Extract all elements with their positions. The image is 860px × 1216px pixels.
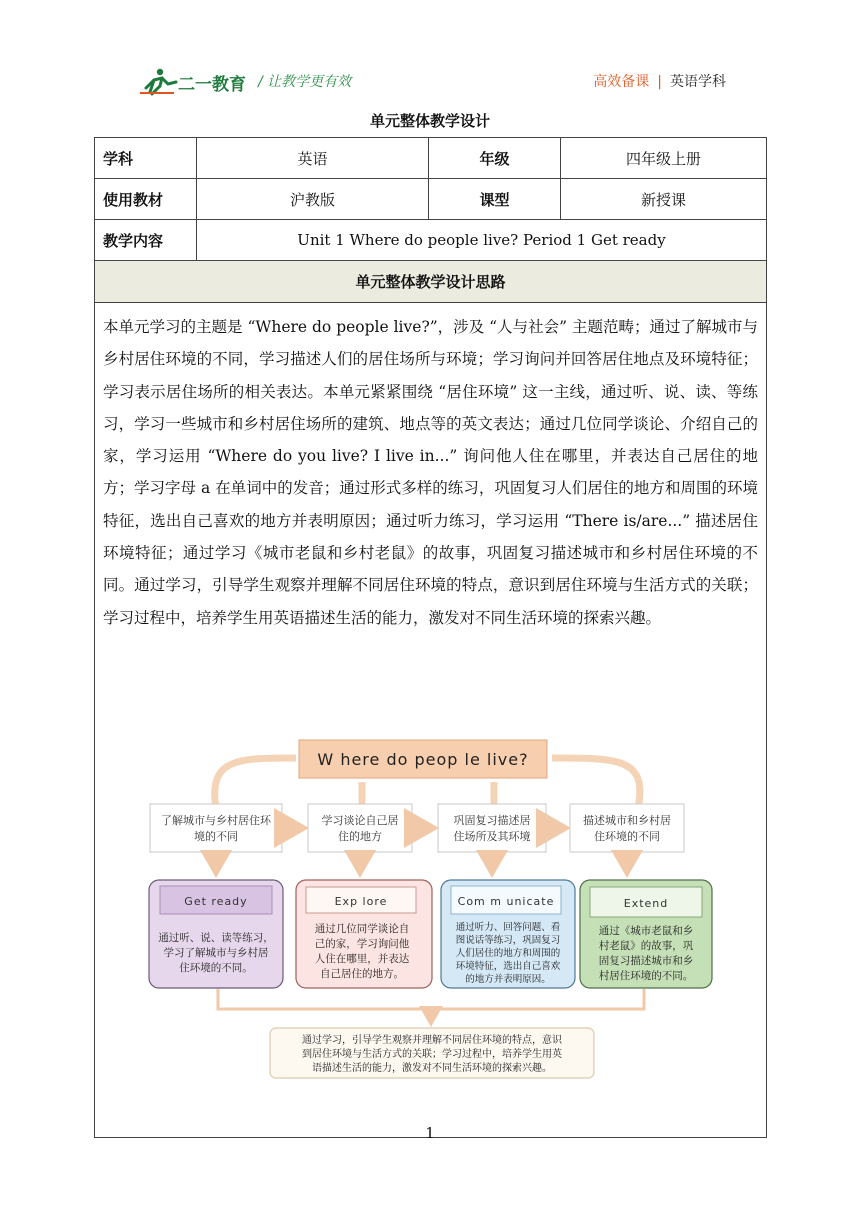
section-heading: 单元整体教学设计思路 <box>95 261 767 303</box>
svg-text:通过学习，引导学生观察并理解不同居住环境的特点，意识: 通过学习，引导学生观察并理解不同居住环境的特点，意识 <box>302 1035 562 1046</box>
textbook-label: 使用教材 <box>95 179 197 220</box>
content-value: Unit 1 Where do people live? Period 1 Get ready <box>197 220 767 261</box>
design-ideas-paragraph: 本单元学习的主题是 “Where do people live?”，涉及 “人与社会” 主题范畴；通过了解城市与乡村居住环境的不同，学习描述人们的居住场所与环境；学习询问并回答居住地点及环境特征；学习表示居住场所的相关表达。本单元紧紧围绕 “居住环境” 这一主线，通过听、说、读、等练习，学习一些城市和乡村居住场所的建筑、地点等的英文表达；通过几位同学谈论、介绍自己的家，学习运用 “Where do you live? I live in...” 询问他人住在哪里，并表达自己居住的地方；学习字母 a 在单词中的发音；通过形式多样的练习，巩固复习人们居住的地方和周围的环境特征，选出自己喜欢的地方并表明原因；通过听力练习，学习运用 “There is/are...” 描述居住环境特征；通过学习《城市老鼠和乡村老鼠》的故事，巩固复习描述城市和乡村居住环境的不同。通过学习，引导学生观察并理解不同居住环境的特点，意识到居住环境与生活方式的关联；学习过程中，培养学生用英语描述生活的能力，激发对不同生活环境的探索兴趣。 <box>103 318 758 627</box>
table-row <box>95 220 767 261</box>
svg-text:住的地方: 住的地方 <box>338 830 382 843</box>
card-extend <box>580 880 712 988</box>
svg-text:Com m unicate: Com m unicate <box>457 895 555 908</box>
svg-text:人们居住的地方和周围的: 人们居住的地方和周围的 <box>455 948 561 959</box>
subject-value: 英语 <box>197 138 429 179</box>
step-box-4 <box>570 804 684 852</box>
svg-text:住场所及其环境: 住场所及其环境 <box>453 830 531 843</box>
grade-label: 年级 <box>429 138 561 179</box>
svg-text:的地方并表明原因。: 的地方并表明原因。 <box>465 974 551 985</box>
step-box-2 <box>308 804 412 852</box>
svg-text:图说话等练习，巩固复习: 图说话等练习，巩固复习 <box>455 935 561 946</box>
page-header <box>0 0 860 110</box>
subject-label: 学科 <box>95 138 197 179</box>
step-box-3 <box>438 804 546 852</box>
table-row <box>95 138 767 179</box>
svg-text:Get ready: Get ready <box>184 895 248 908</box>
table-row <box>95 261 767 303</box>
arrow-curve-right <box>552 758 640 808</box>
svg-text:住环境的不同。: 住环境的不同。 <box>179 962 253 974</box>
textbook-value: 沪教版 <box>197 179 429 220</box>
card-get-ready <box>149 880 283 988</box>
svg-text:通过听力、回答问题、看: 通过听力、回答问题、看 <box>455 922 561 933</box>
brand-separator: | <box>657 74 662 90</box>
svg-text:语描述生活的能力，激发对不同生活环境的探索兴趣。: 语描述生活的能力，激发对不同生活环境的探索兴趣。 <box>312 1063 552 1074</box>
svg-text:学习谈论自己居: 学习谈论自己居 <box>321 814 399 827</box>
svg-text:Extend: Extend <box>623 897 669 910</box>
svg-text:了解城市与乡村居住环: 了解城市与乡村居住环 <box>161 814 271 827</box>
svg-text:村老鼠》的故事，巩: 村老鼠》的故事，巩 <box>598 940 694 952</box>
summary-box <box>270 1028 594 1078</box>
table-row <box>95 179 767 220</box>
arrow-curve-left <box>215 758 296 808</box>
grade-value: 四年级上册 <box>561 138 767 179</box>
center-title: W here do peop le live? <box>317 750 529 769</box>
svg-text:自己居住的地方。: 自己居住的地方。 <box>320 968 404 980</box>
slogan: / 让教学更有效 <box>258 74 352 90</box>
content-label: 教学内容 <box>95 220 197 261</box>
lesson-type-label: 课型 <box>429 179 561 220</box>
unit-flow-diagram <box>148 738 714 1082</box>
svg-text:通过几位同学谈论自: 通过几位同学谈论自 <box>314 923 410 935</box>
summary-connector <box>218 989 644 1009</box>
svg-text:学习了解城市与乡村居: 学习了解城市与乡村居 <box>163 947 269 959</box>
svg-text:村居住环境的不同。: 村居住环境的不同。 <box>598 970 694 982</box>
lesson-type-value: 新授课 <box>561 179 767 220</box>
svg-text:到居住环境与生活方式的关联；学习过程中，培养学生用英: 到居住环境与生活方式的关联；学习过程中，培养学生用英 <box>302 1049 562 1060</box>
brand-right: 英语学科 <box>670 74 726 90</box>
step-box-1 <box>150 804 282 852</box>
svg-text:境的不同: 境的不同 <box>194 830 238 843</box>
page-number: 1 <box>425 1124 435 1142</box>
svg-text:环境特征，选出自己喜欢: 环境特征，选出自己喜欢 <box>455 961 561 972</box>
card-explore <box>296 880 432 988</box>
brand-tagline <box>593 71 726 91</box>
logo-text: 二一教育 <box>178 75 246 95</box>
svg-text:描述城市和乡村居: 描述城市和乡村居 <box>583 814 671 827</box>
card-communicate <box>441 880 575 988</box>
svg-text:住环境的不同: 住环境的不同 <box>594 830 660 843</box>
brand-left: 高效备课 <box>593 74 650 90</box>
svg-text:巩固复习描述居: 巩固复习描述居 <box>453 814 531 827</box>
svg-text:通过《城市老鼠和乡: 通过《城市老鼠和乡 <box>598 925 694 937</box>
svg-text:固复习描述城市和乡: 固复习描述城市和乡 <box>598 955 694 967</box>
svg-text:人住在哪里，并表达: 人住在哪里，并表达 <box>314 953 410 965</box>
svg-text:通过听、说、读等练习，: 通过听、说、读等练习， <box>158 932 274 944</box>
document-title: 单元整体教学设计 <box>369 112 490 130</box>
svg-text:己的家，学习询问他: 己的家，学习询问他 <box>314 938 410 950</box>
svg-text:Exp lore: Exp lore <box>334 895 388 908</box>
